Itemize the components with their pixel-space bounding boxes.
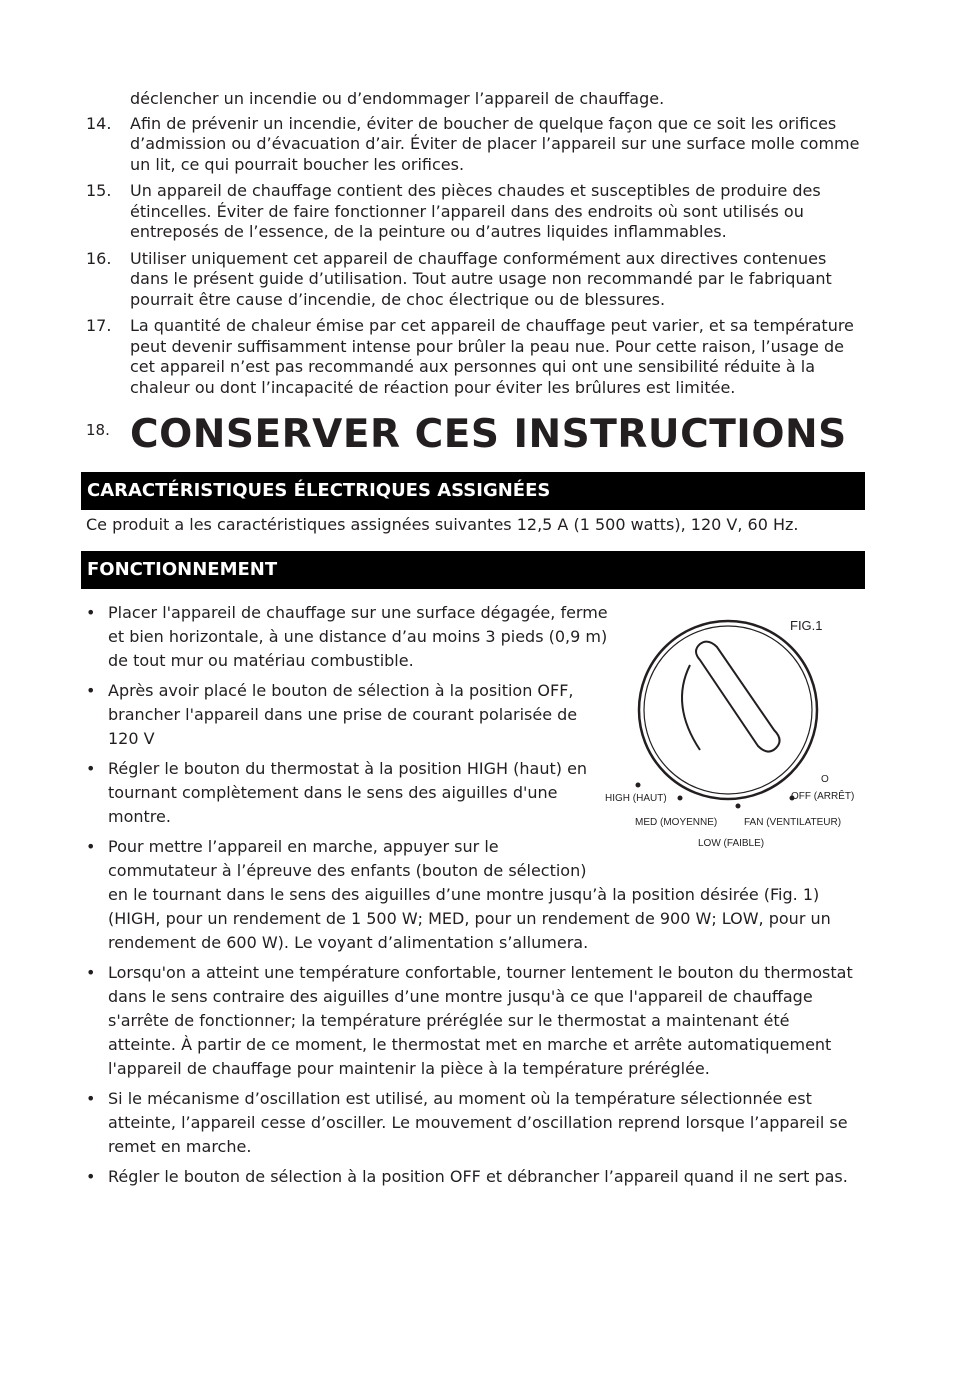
list-item-number: 17. (86, 316, 112, 335)
list-item (86, 1165, 848, 1189)
list-item (86, 679, 578, 751)
electrical-spec-text: Ce produit a les caractéristiques assignées suivantes 12,5 A (1 500 watts), 120 V, 60 Hz. (86, 515, 799, 534)
list-item-text-line: commutateur à l’épreuve des enfants (bouton de sélection) (108, 861, 587, 880)
list-item (86, 757, 608, 829)
knob-arc (682, 665, 700, 750)
selector-knob-figure (600, 610, 870, 860)
list-item (86, 249, 866, 311)
list-item-number: 15. (86, 181, 112, 200)
list-item-number: 14. (86, 113, 112, 133)
position-dot-low (736, 804, 741, 809)
label-fan: FAN (VENTILATEUR) (744, 817, 842, 828)
list-item-text: Régler le bouton du thermostat à la position HIGH (haut) en tournant complètement dans le sens des aiguilles d'une montre. (108, 759, 588, 826)
electrical-section-heading: CARACTÉRISTIQUES ÉLECTRIQUES ASSIGNÉES (81, 472, 865, 510)
list-item (86, 961, 858, 1081)
bullet-glyph: • (86, 759, 96, 778)
list-item-text: Placer l'appareil de chauffage sur une surface dégagée, ferme et bien horizontale, à une distance d’au moins 3 pieds (0,9 m) de tout mur ou matériau combustible. (108, 603, 608, 670)
bullet-glyph: • (86, 1089, 96, 1108)
list-item (86, 114, 866, 176)
list-item-text: Lorsqu'on a atteint une température confortable, tourner lentement le bouton du thermostat dans le sens contraire des aiguilles d’une montre jusqu'à ce que l'appareil de chauffage s'arrête de fonctionner; la température préréglée sur le thermostat a maintenant été atteinte. À partir de ce moment, le thermostat met en marche et arrête automatiquement l'appareil de chauffage pour maintenir la pièce à la température préréglée. (108, 963, 853, 1078)
list-item-text: Un appareil de chauffage contient des pièces chaudes et susceptibles de produire des étincelles. Éviter de faire fonctionner l’appareil dans des endroits où sont utilisés ou entreposés de l’essence, de la peinture ou d’autres liquides inflammables. (130, 181, 821, 241)
label-off: OFF (ARRÊT) (791, 791, 855, 802)
list-item-number: 18. (86, 421, 110, 439)
label-high: HIGH (HAUT) (605, 793, 667, 804)
list-item-text-line: Pour mettre l’appareil en marche, appuyer sur le (108, 837, 499, 856)
safety-list (86, 89, 866, 404)
bullet-glyph: • (86, 963, 96, 982)
label-low: LOW (FAIBLE) (698, 838, 765, 849)
list-item-number: 16. (86, 248, 112, 268)
knob-outer-ring (639, 621, 817, 799)
list-item-text: Afin de prévenir un incendie, éviter de boucher de quelque façon que ce soit les orifices d’admission ou d’évacuation d’air. Éviter de placer l’appareil sur une surface molle comme un lit, ce qui pourrait boucher les orifices. (130, 113, 860, 174)
list-item (86, 1087, 858, 1159)
list-item-text-line: en le tournant dans le sens des aiguilles d’une montre jusqu’à la position désirée (Fig. 1) (HIGH, pour un rendement de 1 500 W; MED, pour un rendement de 900 W; LOW, pour un rendement de 600 W). Le voyant d’alimentation s’allumera. (108, 885, 831, 952)
keep-instructions-title: CONSERVER CES INSTRUCTIONS (130, 412, 847, 457)
label-med: MED (MOYENNE) (635, 817, 718, 828)
bullet-glyph: • (86, 1167, 96, 1186)
figure-caption: FIG.1 (790, 618, 823, 633)
list-item-text: Utiliser uniquement cet appareil de chauffage conformément aux directives contenues dans le présent guide d’utilisation. Tout autre usage non recommandé par le fabriquant pourrait être cause d’incendie, de choc électrique ou de blessures. (130, 248, 832, 309)
operation-section-heading: FONCTIONNEMENT (81, 551, 865, 589)
bullet-glyph: • (86, 603, 96, 622)
list-item-text: Régler le bouton de sélection à la position OFF et débrancher l’appareil quand il ne sert pas. (108, 1167, 848, 1186)
keep-instructions-heading (86, 412, 866, 462)
position-dot-med (678, 796, 683, 801)
list-item-text: Après avoir placé le bouton de sélection à la position OFF, brancher l'appareil dans une prise de courant polarisée de 120 V (108, 681, 578, 748)
list-continuation: déclencher un incendie ou d’endommager l’appareil de chauffage. (130, 89, 665, 108)
list-item-text: Si le mécanisme d’oscillation est utilisé, au moment où la température sélectionnée est atteinte, l’appareil cesse d’osciller. Le mouvement d’oscillation reprend lorsque l’appareil se remet en marche. (108, 1089, 848, 1156)
list-item (86, 601, 608, 673)
off-symbol: O (821, 774, 829, 785)
knob-inner-ring (644, 626, 812, 794)
list-item (86, 181, 866, 243)
list-item (86, 316, 866, 398)
list-item-text: La quantité de chaleur émise par cet appareil de chauffage peut varier, et sa température peut devenir suffisamment intense pour brûler la peau nue. Pour cette raison, l’usage de cet appareil n’est pas recommandé aux personnes qui ont une sensibilité réduite à la chaleur ou dont l’incapacité de réaction pour éviter les brûlures est limitée. (130, 316, 854, 397)
bullet-glyph: • (86, 837, 96, 856)
knob-pointer (696, 642, 780, 752)
bullet-glyph: • (86, 681, 96, 700)
position-dot-high (636, 783, 641, 788)
